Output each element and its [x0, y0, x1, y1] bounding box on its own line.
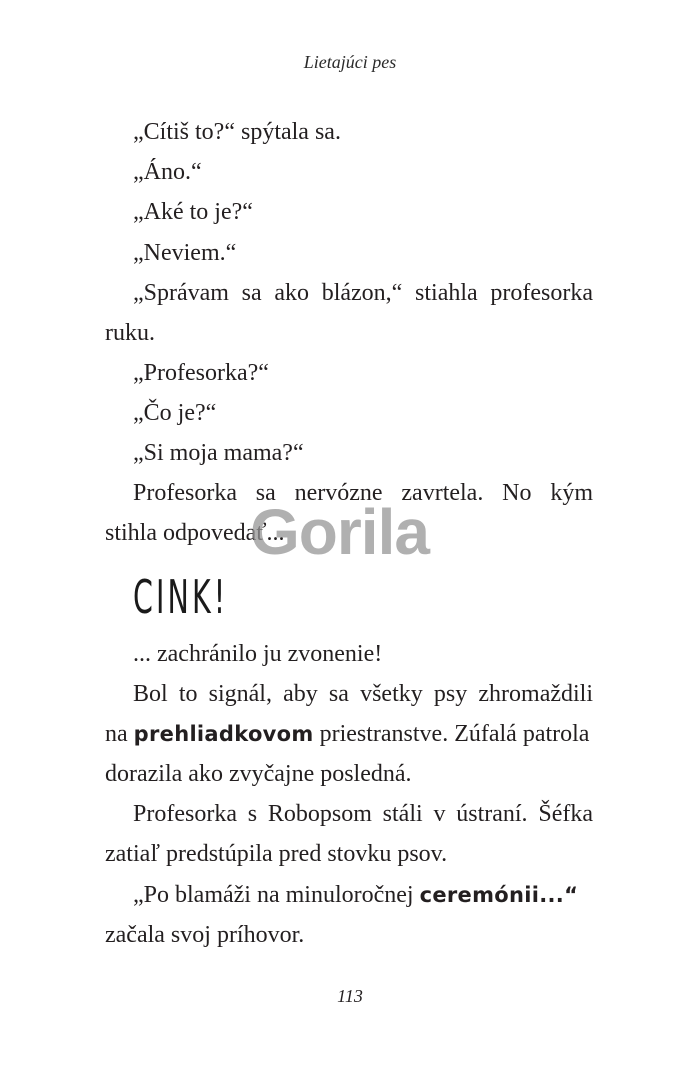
text-line: začala svoj príhovor. [105, 922, 305, 948]
text-line: „Profesorka?“ [133, 360, 269, 386]
text-line: zatiaľ predstúpila pred stovku psov. [105, 841, 448, 867]
text-line: „Správam sa ako blázon,“ stiahla profesorka [133, 280, 593, 306]
text-line: dorazila ako zvyčajne posledná. [105, 761, 412, 787]
text-line: Profesorka s Robopsom stáli v ústraní. Šéfka [133, 801, 593, 827]
text-line [133, 880, 593, 910]
text-span: priestranstve. Zúfalá patrola [319, 721, 590, 747]
text-span: na [105, 721, 128, 747]
text-line: „Neviem.“ [133, 240, 237, 266]
page-number: 113 [337, 986, 363, 1006]
text-span: „Po blamáži na minuloročnej [133, 882, 414, 908]
text-line: „Cítiš to?“ spýtala sa. [133, 119, 341, 145]
text-line: Profesorka sa nervózne zavrtela. No kým [133, 480, 593, 506]
running-header: Lietajúci pes [303, 52, 397, 72]
watermark-logo: Gorila [250, 496, 429, 568]
sound-effect-cink: CINK! [133, 570, 229, 624]
text-line: ruku. [105, 320, 155, 346]
text-line: „Áno.“ [133, 159, 202, 185]
text-line: Bol to signál, aby sa všetky psy zhromaždili [133, 681, 593, 707]
text-line [105, 719, 593, 749]
emphasis-word: prehliadkovom [133, 722, 314, 746]
text-line: ... zachránilo ju zvonenie! [133, 641, 383, 667]
text-line: „Si moja mama?“ [133, 440, 304, 466]
text-line: „Aké to je?“ [133, 199, 253, 225]
emphasis-word: ceremónii...“ [419, 883, 579, 907]
text-line: stihla odpovedať... [105, 520, 285, 546]
text-line: „Čo je?“ [133, 400, 217, 426]
